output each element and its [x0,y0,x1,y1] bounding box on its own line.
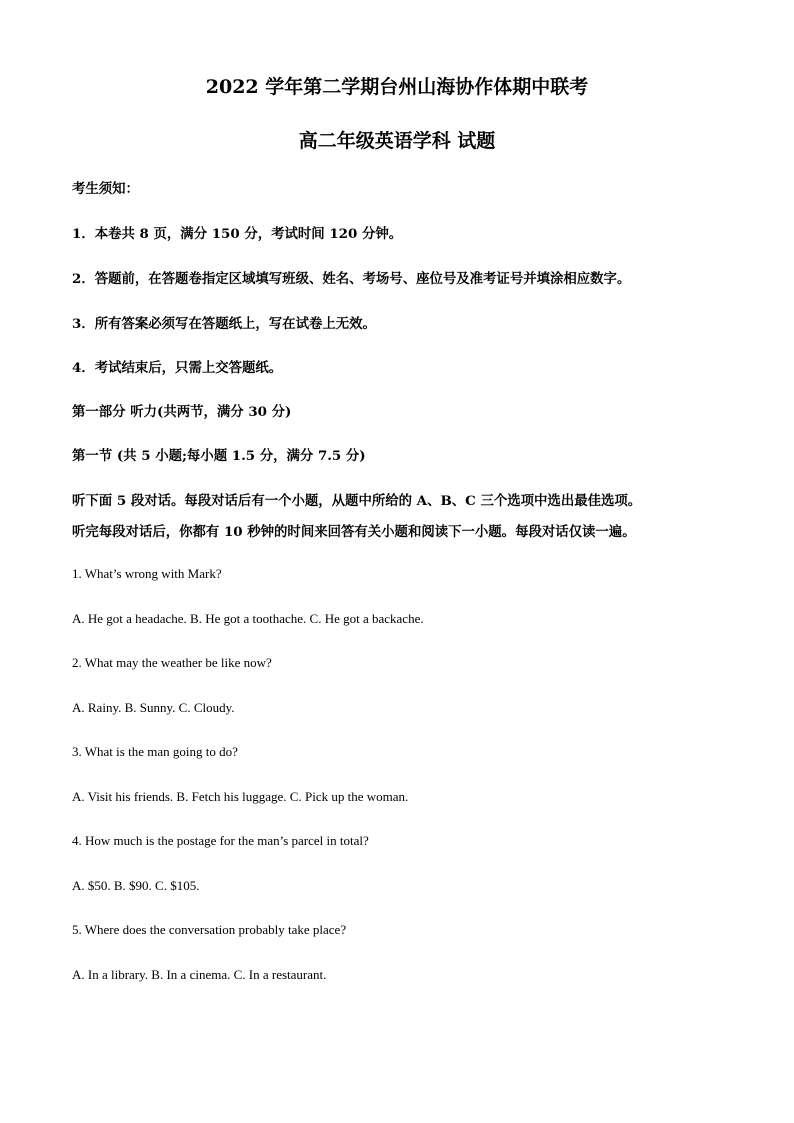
question-3: 3. What is the man going to do? [72,744,238,759]
question-4-options: A. $50. B. $90. C. $105. [72,878,200,893]
exam-subtitle: 高二年级英语学科 试题 [298,130,496,152]
question-2-options: A. Rainy. B. Sunny. C. Cloudy. [72,700,235,715]
question-4: 4. How much is the postage for the man’s parcel in total? [72,833,369,848]
notice-item-1: 1．本卷共 8 页，满分 150 分，考试时间 120 分钟。 [72,226,403,242]
instruction-line-2: 听完每段对话后，你都有 10 秒钟的时间来回答有关小题和阅读下一小题。每段对话仅读一遍。 [72,524,636,540]
section1-heading: 第一节 (共 5 小题;每小题 1.5 分，满分 7.5 分) [72,448,366,464]
question-3-options: A. Visit his friends. B. Fetch his luggage. C. Pick up the woman. [72,789,409,804]
notice-heading: 考生须知： [72,181,139,197]
exam-title: 2022 学年第二学期台州山海协作体期中联考 [205,76,589,98]
notice-item-4: 4．考试结束后，只需上交答题纸。 [72,360,283,376]
question-5-options: A. In a library. B. In a cinema. C. In a restaurant. [72,967,327,982]
instruction-line-1: 听下面 5 段对话。每段对话后有一个小题，从题中所给的 A、B、C 三个选项中选出最佳选项。 [72,493,642,509]
part1-heading: 第一部分 听力(共两节，满分 30 分) [72,404,292,420]
question-5: 5. Where does the conversation probably take place? [72,922,347,937]
notice-item-2: 2．答题前，在答题卷指定区域填写班级、姓名、考场号、座位号及准考证号并填涂相应数字。 [72,271,631,287]
notice-item-3: 3．所有答案必须写在答题纸上，写在试卷上无效。 [72,316,376,332]
question-1-options: A. He got a headache. B. He got a toothache. C. He got a backache. [72,611,424,626]
question-2: 2. What may the weather be like now? [72,655,272,670]
question-1: 1. What’s wrong with Mark? [72,566,222,581]
